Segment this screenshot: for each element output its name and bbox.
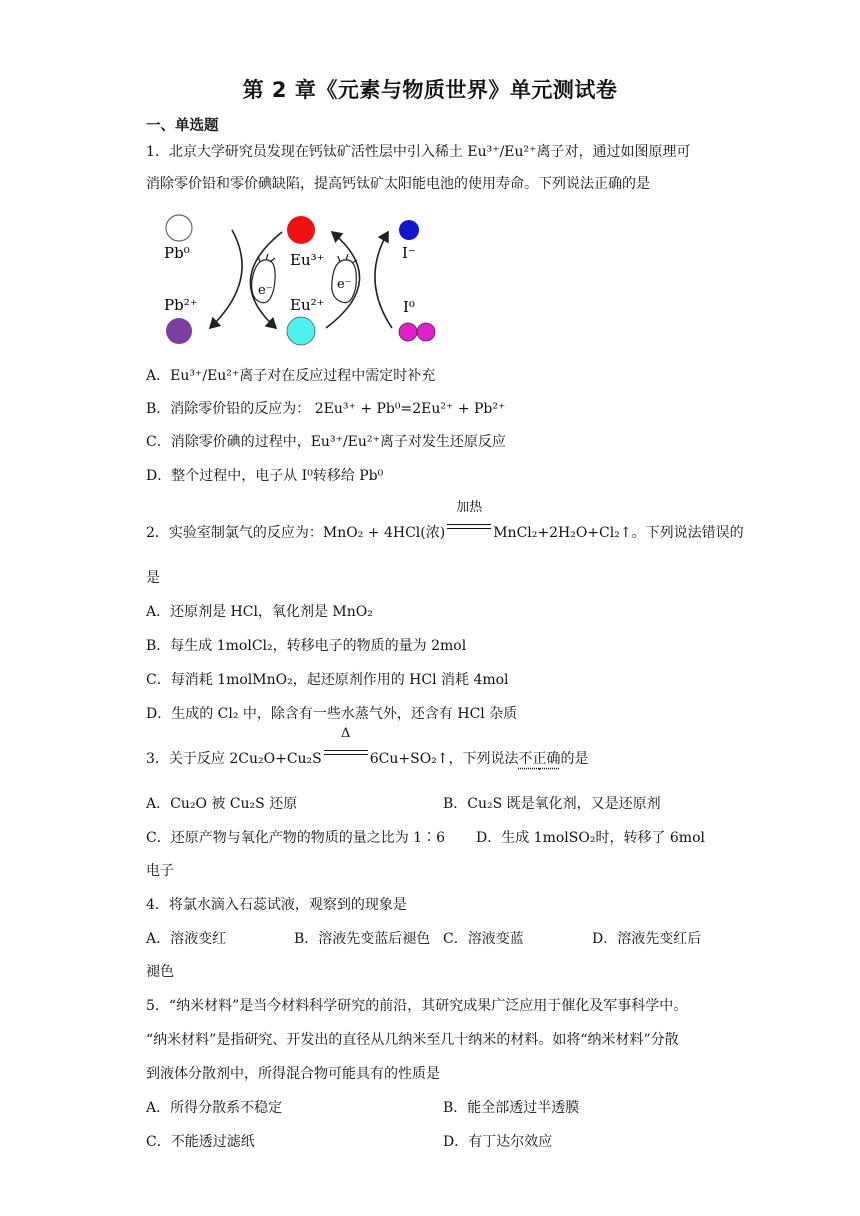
q1-option-a: A．Eu³⁺/Eu²⁺离子对在反应过程中需定时补充 — [146, 368, 436, 384]
q5-stem-line2: “纳米材料”是指研究、开发出的直径从几纳米至几十纳米的材料。如将“纳米材料”分散 — [146, 1032, 679, 1048]
reaction-condition-heat — [447, 500, 491, 537]
q2-stem-line2: 是 — [146, 570, 160, 586]
i-minus-label: I⁻ — [402, 244, 416, 262]
q4-option-d: D．溶液先变红后 — [592, 931, 702, 947]
q5-option-a: A．所得分散系不稳定 — [146, 1100, 283, 1116]
q5-option-c: C．不能透过滤纸 — [146, 1134, 255, 1150]
q1-option-b: B．消除零价铅的反应为： 2Eu³⁺ + Pb⁰=2Eu²⁺ + Pb²⁺ — [146, 401, 506, 417]
eu2-circle — [287, 317, 315, 345]
q2-option-c: C．每消耗 1molMnO₂，起还原剂作用的 HCl 消耗 4mol — [146, 672, 509, 688]
section-heading: 一、单选题 — [146, 118, 219, 134]
heat-label: 加热 — [456, 500, 483, 515]
q2-option-b: B．每生成 1molCl₂，转移电子的物质的量为 2mol — [146, 638, 467, 654]
q3-option-d: D．生成 1molSO₂时，转移了 6mol — [476, 830, 705, 846]
pb2-circle — [166, 318, 192, 344]
q1-stem-line2: 消除零价铅和零价碘缺陷，提高钙钛矿太阳能电池的使用寿命。下列说法正确的是 — [146, 176, 650, 192]
pb0-label: Pb⁰ — [164, 244, 190, 262]
q4-stem: 4．将氯水滴入石蕊试液，观察到的现象是 — [146, 897, 407, 913]
q3-option-a: A．Cu₂O 被 Cu₂S 还原 — [146, 796, 298, 812]
electron-carrier-right — [332, 254, 357, 303]
q3-stem-pre: 3．关于反应 2Cu₂O+Cu₂S — [146, 751, 322, 767]
q1-option-c: C．消除零价碘的过程中，Eu³⁺/Eu²⁺离子对发生还原反应 — [146, 434, 506, 450]
q5-stem-line3: 到液体分散剂中，所得混合物可能具有的性质是 — [146, 1066, 440, 1082]
electron-label-right: e⁻ — [337, 277, 352, 292]
q3-emphasis: 不正确 — [518, 751, 561, 767]
q2-option-a: A．还原剂是 HCl，氧化剂是 MnO₂ — [146, 604, 373, 620]
q1-option-d: D．整个过程中，电子从 I⁰转移给 Pb⁰ — [146, 468, 384, 484]
pb2-label: Pb²⁺ — [164, 296, 198, 314]
q2-stem-post: MnCl₂+2H₂O+Cl₂↑。下列说法错误的 — [493, 525, 744, 541]
q4-option-d-cont: 褪色 — [146, 964, 174, 980]
electron-label-left: e⁻ — [258, 283, 273, 298]
page-title: 第 2 章《元素与物质世界》单元测试卷 — [242, 78, 618, 102]
q3-stem-post-a: 6Cu+SO₂↑，下列说法 — [369, 751, 519, 767]
pb-oxidation-arrow — [210, 230, 242, 328]
pb0-circle — [166, 215, 192, 241]
q5-stem-line1: 5．“纳米材料”是当今材料科学研究的前沿，其研究成果广泛应用于催化及军事科学中。 — [146, 998, 688, 1014]
q3-stem — [146, 726, 589, 768]
q5-option-d: D．有丁达尔效应 — [443, 1134, 553, 1150]
q3-option-d-cont: 电子 — [146, 863, 174, 879]
eu3-label: Eu³⁺ — [290, 251, 325, 269]
eu2-label: Eu²⁺ — [290, 296, 325, 314]
reaction-condition-delta — [324, 726, 368, 763]
eu3-circle — [287, 216, 315, 244]
iodine-reduction-arrow — [375, 232, 392, 328]
q2-stem-pre: 2．实验室制氯气的反应为：MnO₂ + 4HCl(浓) — [146, 525, 446, 541]
q5-option-b: B．能全部透过半透膜 — [443, 1100, 580, 1116]
i-minus-circle — [399, 220, 419, 240]
q1-stem-line1: 1．北京大学研究员发现在钙钛矿活性层中引入稀土 Eu³⁺/Eu²⁺离子对，通过如图原理可 — [146, 144, 691, 160]
q4-option-a: A．溶液变红 — [146, 931, 227, 947]
delta-label: Δ — [341, 726, 351, 741]
i0-label: I⁰ — [403, 298, 415, 316]
q2-option-d: D．生成的 Cl₂ 中，除含有一些水蒸气外，还含有 HCl 杂质 — [146, 706, 518, 722]
i0-circle-right — [417, 323, 435, 341]
i0-circle-left — [399, 323, 417, 341]
q2-stem-line1 — [146, 500, 744, 542]
q3-option-c: C．还原产物与氧化产物的物质的量之比为 1∶6 — [146, 830, 445, 846]
q4-option-c: C．溶液变蓝 — [443, 931, 524, 947]
q4-option-b: B．溶液先变蓝后褪色 — [294, 931, 431, 947]
q3-option-b: B．Cu₂S 既是氧化剂，又是还原剂 — [443, 796, 661, 812]
q3-stem-post-b: 的是 — [560, 751, 589, 767]
redox-cycle-diagram — [160, 210, 460, 350]
